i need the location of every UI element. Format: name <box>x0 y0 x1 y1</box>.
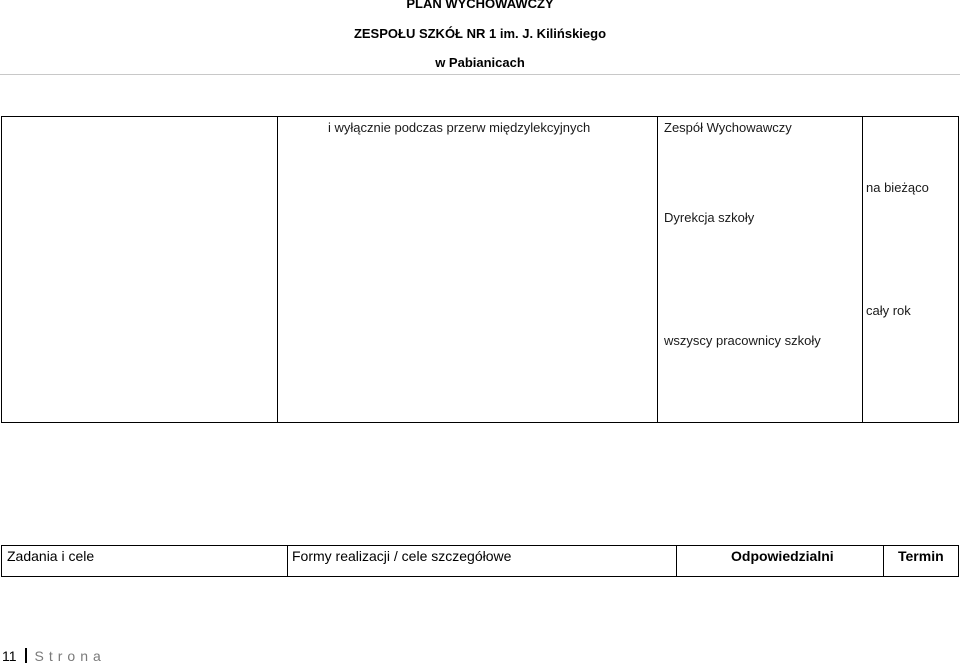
column-divider <box>287 546 288 576</box>
responsible-cell-text: Zespół Wychowawczy <box>664 120 792 135</box>
column-divider <box>862 117 863 422</box>
responsible-cell-text: Dyrekcja szkoły <box>664 210 755 225</box>
page-label: Strona <box>34 648 106 664</box>
column-divider <box>277 117 278 422</box>
column-header-responsible: Odpowiedzialni <box>731 548 834 564</box>
column-header-tasks: Zadania i cele <box>7 548 95 564</box>
term-cell-text: na bieżąco <box>866 180 929 195</box>
school-name: ZESPOŁU SZKÓŁ NR 1 im. J. Kilińskiego <box>353 26 607 41</box>
plan-table-continuation <box>1 116 959 423</box>
header-divider <box>0 74 960 75</box>
column-header-forms: Formy realizacji / cele szczegółowe <box>292 548 512 564</box>
school-city: w Pabianicach <box>435 55 525 70</box>
term-cell-text: cały rok <box>866 303 911 318</box>
column-divider <box>676 546 677 576</box>
responsible-cell-text: wszyscy pracownicy szkoły <box>664 333 821 348</box>
page-number: 11 <box>2 648 17 664</box>
plan-table-header <box>1 545 959 577</box>
plan-title: PLAN WYCHOWAWCZY <box>406 0 554 11</box>
footer-separator <box>25 648 27 663</box>
column-divider <box>883 546 884 576</box>
forms-cell-text: i wyłącznie podczas przerw międzylekcyjnych <box>328 120 591 135</box>
column-header-term: Termin <box>898 548 944 564</box>
page-footer <box>2 648 106 664</box>
column-divider <box>657 117 658 422</box>
